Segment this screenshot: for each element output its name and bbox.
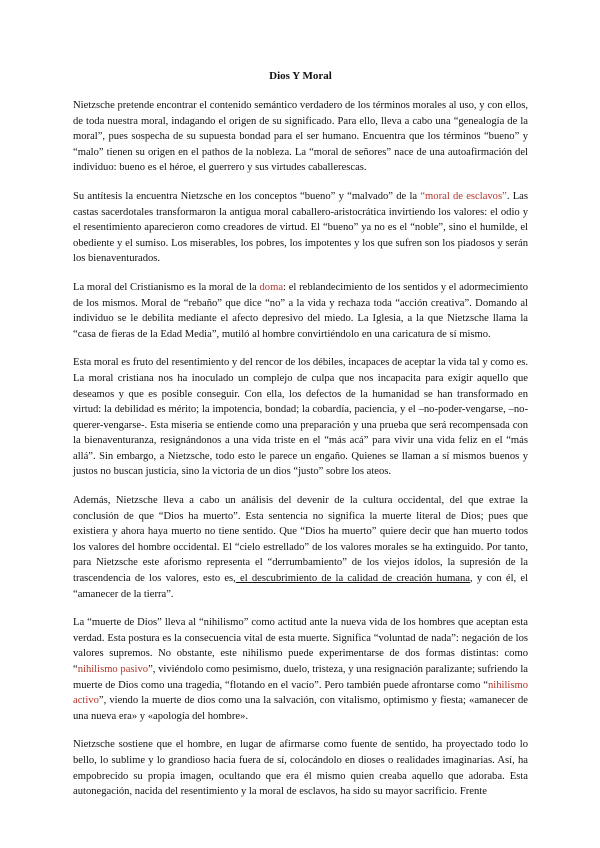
paragraph-slave-morality	[73, 189, 528, 267]
highlighted-term-active-nihilism: nihilismo activo	[73, 679, 528, 707]
highlighted-term-doma: doma	[259, 281, 284, 293]
highlighted-term-passive-nihilism: nihilismo pasivo	[77, 664, 149, 675]
paragraph-resentment: Esta moral es fruto del resentimiento y del rencor de los débiles, incapaces de aceptar la vida tal y como es. La moral cristiana nos ha inoculado un complejo de culpa que nos incapacita para exigir aquello que deseamos y que es posible conseguir. Con ella, los defectos de la humanidad se han transformado en virtud: la debilidad es mérito; la impotencia, bondad; la cobardía, paciencia, y el –no-poder-vengarse, –no-querer-vengarse-. Esta miseria se entiende como una preparación y una prueba que será recompensada con la bienaventuranza, resignándonos a una vida triste en el “más acá” para vivir una vida feliz en el “más allá”. Sin embargo, a Nietzsche, todo esto le parece un engaño. Quienes se llaman a sí mismos buenos y justos no buscan justicia, sino la victoria de un dios “justo” sobre los ateos.	[73, 357, 528, 478]
underlined-phrase-human-creation: el descubrimiento de la calidad de creación humana	[235, 573, 471, 585]
paragraph-christian-morality	[73, 280, 528, 342]
paragraph-text: La moral del Cristianismo es la moral de la	[73, 281, 260, 293]
highlighted-term-slave-morality: “moral de esclavos”	[420, 190, 507, 202]
paragraph-genealogy: Nietzsche pretende encontrar el contenido semántico verdadero de los términos morales al uso, y con ellos, de toda nuestra moral, indagando el origen de su significado. Para ello, lleva a cabo una “genealogía de la moral”, pues sospecha de su supuesta bondad para el ser humano. Encuentra que los términos “bueno” y “malo” tienen su origen en el pathos de la nobleza. La “moral de señores” nace de una autoafirmación del individuo: bueno es el héroe, el guerrero y sus virtudes caballerescas.	[73, 100, 528, 174]
paragraph-text: Su antítesis la encuentra Nietzsche en los conceptos “bueno” y “malvado” de la	[73, 190, 421, 202]
paragraph-text: : el reblandecimiento de los sentidos y el adormecimiento de los mismos. Moral de “rebaño” que dice “no” a la vida y rechaza toda “acción creativa”. Domando al individuo se le debilita mediante el afecto depresivo del miedo. La Iglesia, a la que Nietzsche llama la “casa de fieras de la Edad Media”, mutiló al hombre convirtiéndolo en una caricatura de sí mismo.	[73, 281, 528, 340]
paragraph-death-of-god	[73, 493, 528, 602]
document-title: Dios Y Moral	[269, 70, 332, 82]
paragraph-text: ”, viendo la muerte de dios como una la salvación, con vitalismo, optimismo y fiesta; «amanecer de una nueva era» y «apología del hombre».	[73, 695, 528, 722]
paragraph-text: La “muerte de Dios” lleva al “nihilismo” como actitud ante la nueva vida de los hombres que aceptan esta verdad. Esta postura es la consecuencia vital de esta muerte. Significa “voluntad de nada”: negación de los valores supremos. No obstante, este nihilismo puede experimentarse de dos formas distintas: como “	[73, 617, 528, 675]
paragraph-text: . Las castas sacerdotales transformaron la antigua moral caballero-aristocrática invirtiendo los valores: el odio y el resentimiento aparecieron como creadores de virtud. El “bueno” ya no es el “noble”, sino el humilde, el obediente y el sumiso. Los miserables, los pobres, los impotentes y los que sufren son los piadosos y serán los bienaventurados.	[73, 190, 528, 265]
paragraph-text: Además, Nietzsche lleva a cabo un análisis del devenir de la cultura occidental, del que extrae la conclusión de que “Dios ha muerto”. Esta sentencia no significa la muerte literal de Dios; pues que existiera y ahora haya muerto no tiene sentido. Que “Dios ha muerto” quiere decir que han muerto todos los valores del hombre occidental. El “cielo estrellado” de los valores morales se ha extinguido. Por tanto, para Nietzsche este aforismo representa el “derrumbamiento” de los viejos ídolos, la supresión de la trascendencia de los valores, esto es,	[73, 495, 528, 585]
paragraph-text: , y con él, el “amanecer de la tierra”.	[73, 573, 529, 600]
paragraph-text: ”, viviéndolo como pesimismo, duelo, tristeza, y una resignación paralizante; sufriendo la muerte de Dios como una tragedia, “flotando en el vacío”. Pero también puede afrontarse como “	[73, 664, 528, 691]
paragraph-self-negation: Nietzsche sostiene que el hombre, en lugar de afirmarse como fuente de sentido, ha proyectado todo lo bello, lo sublime y lo grandioso hacia fuera de sí, colocándolo en dioses o realidades imaginarias. Así, ha empobrecido su propia imagen, ocultando que era él mismo quien creaba aquello que adoraba. Esta autonegación, nacida del resentimiento y la moral de esclavos, ha sido su mayor sacrificio. Frente	[73, 739, 528, 798]
paragraph-nihilism	[73, 615, 528, 724]
